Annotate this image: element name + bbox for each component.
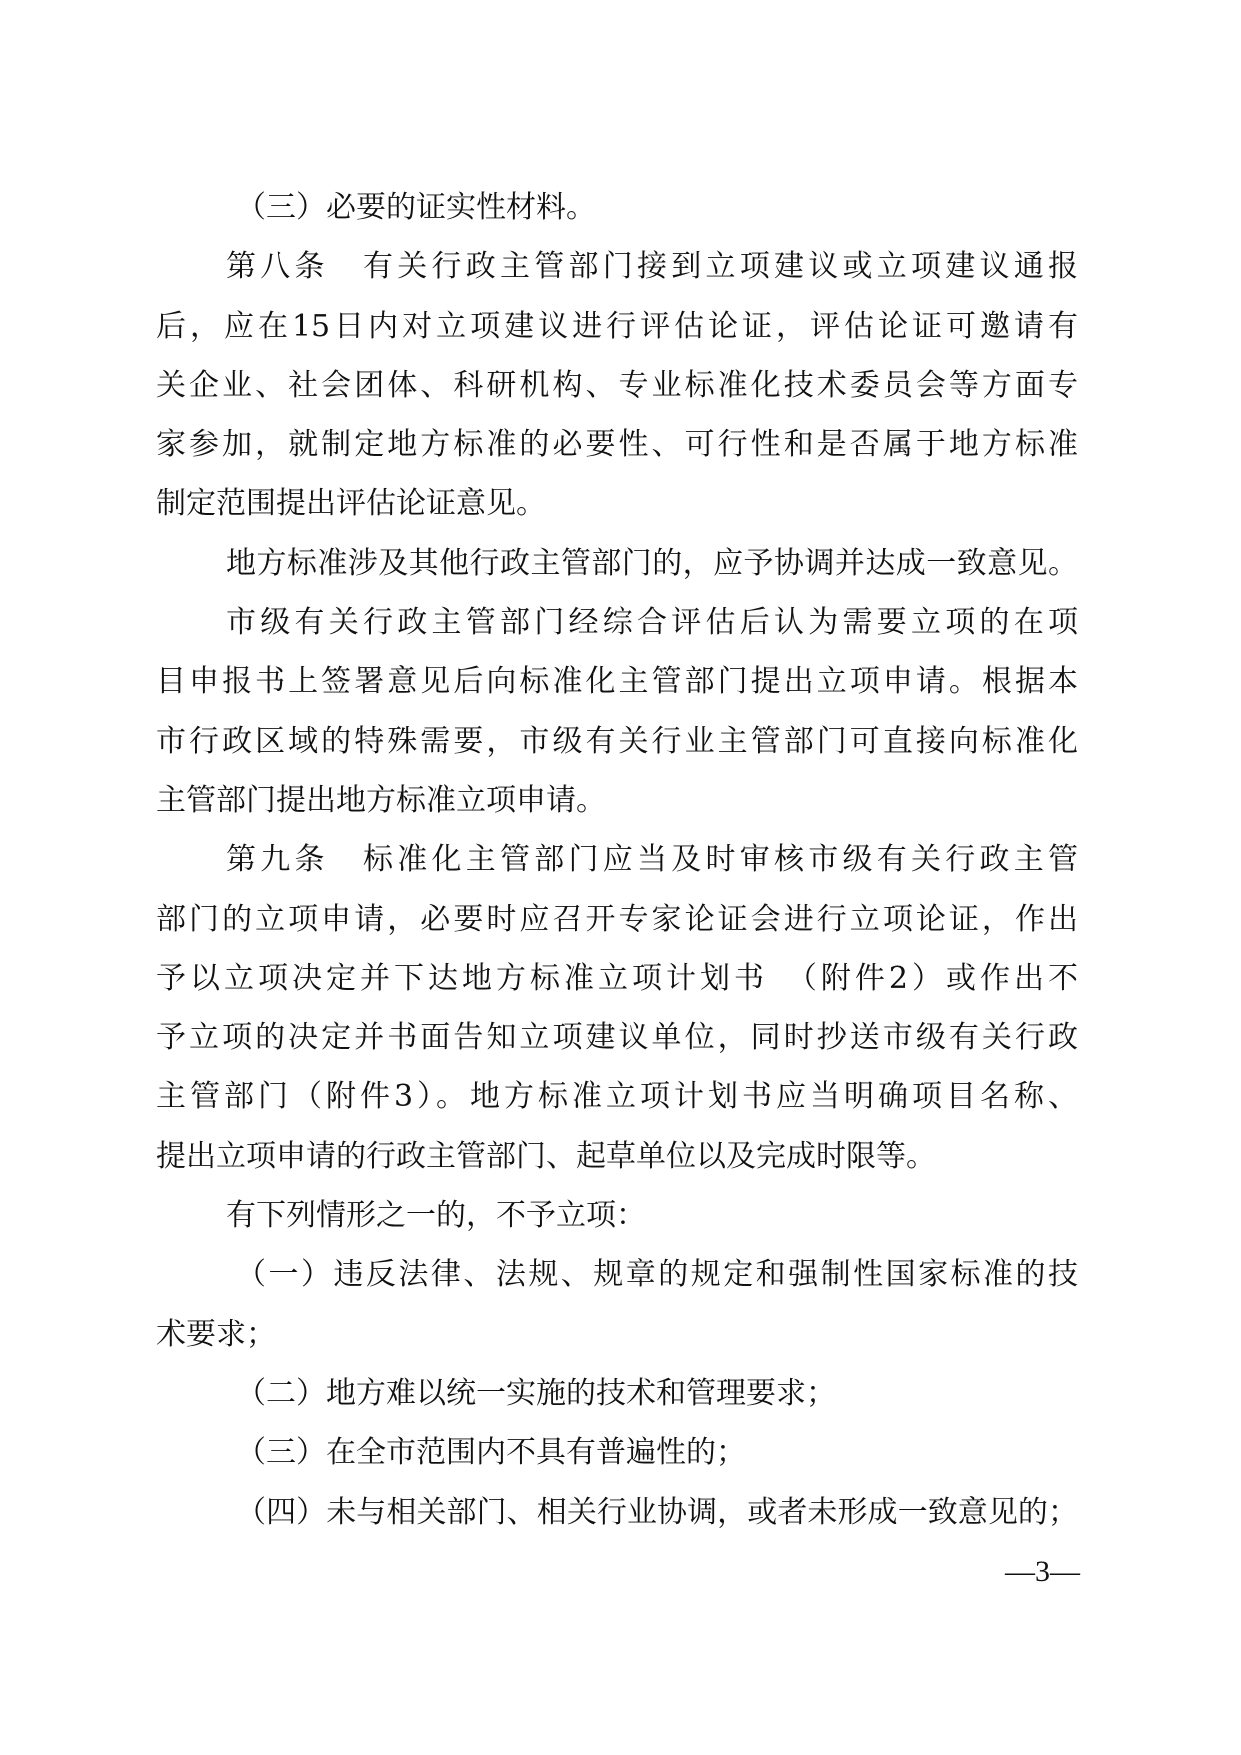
text-line: 主管部门提出地方标准立项申请。 bbox=[156, 782, 606, 818]
text-line: 予以立项决定并下达地方标准立项计划书 （附件2）或作出不 bbox=[156, 960, 1078, 996]
text-line: （三）在全市范围内不具有普遍性的； bbox=[236, 1435, 746, 1471]
text-line: 予立项的决定并书面告知立项建议单位，同时抄送市级有关行政 bbox=[156, 1020, 1078, 1056]
text-line: 后，应在15日内对立项建议进行评估论证，评估论证可邀请有 bbox=[156, 308, 1078, 344]
text-line: 制定范围提出评估论证意见。 bbox=[156, 486, 546, 522]
text-line: 术要求； bbox=[156, 1316, 276, 1352]
document-body bbox=[156, 178, 1078, 1542]
text-line: 主管部门（附件3）。地方标准立项计划书应当明确项目名称、 bbox=[156, 1079, 1078, 1115]
text-line: （四）未与相关部门、相关行业协调，或者未形成一致意见的； bbox=[236, 1494, 1078, 1530]
text-line: （二）地方难以统一实施的技术和管理要求； bbox=[236, 1375, 836, 1411]
text-line: 部门的立项申请，必要时应召开专家论证会进行立项论证，作出 bbox=[156, 901, 1078, 937]
text-line: 第八条 有关行政主管部门接到立项建议或立项建议通报 bbox=[226, 249, 1078, 285]
text-line: 有下列情形之一的，不予立项： bbox=[226, 1198, 646, 1234]
text-line: 市行政区域的特殊需要，市级有关行业主管部门可直接向标准化 bbox=[156, 723, 1078, 759]
text-line: 目申报书上签署意见后向标准化主管部门提出立项申请。根据本 bbox=[156, 664, 1078, 700]
text-line: 关企业、社会团体、科研机构、专业标准化技术委员会等方面专 bbox=[156, 367, 1078, 403]
text-line: （三）必要的证实性材料。 bbox=[236, 190, 596, 225]
page-number: —3— bbox=[1005, 1555, 1080, 1588]
text-line: 地方标准涉及其他行政主管部门的，应予协调并达成一致意见。 bbox=[226, 545, 1078, 581]
text-line: （一）违反法律、法规、规章的规定和强制性国家标准的技 bbox=[236, 1257, 1078, 1293]
text-line: 第九条 标准化主管部门应当及时审核市级有关行政主管 bbox=[226, 842, 1078, 878]
text-line: 市级有关行政主管部门经综合评估后认为需要立项的在项 bbox=[226, 605, 1078, 641]
text-line: 家参加，就制定地方标准的必要性、可行性和是否属于地方标准 bbox=[156, 427, 1078, 463]
text-line: 提出立项申请的行政主管部门、起草单位以及完成时限等。 bbox=[156, 1138, 936, 1174]
